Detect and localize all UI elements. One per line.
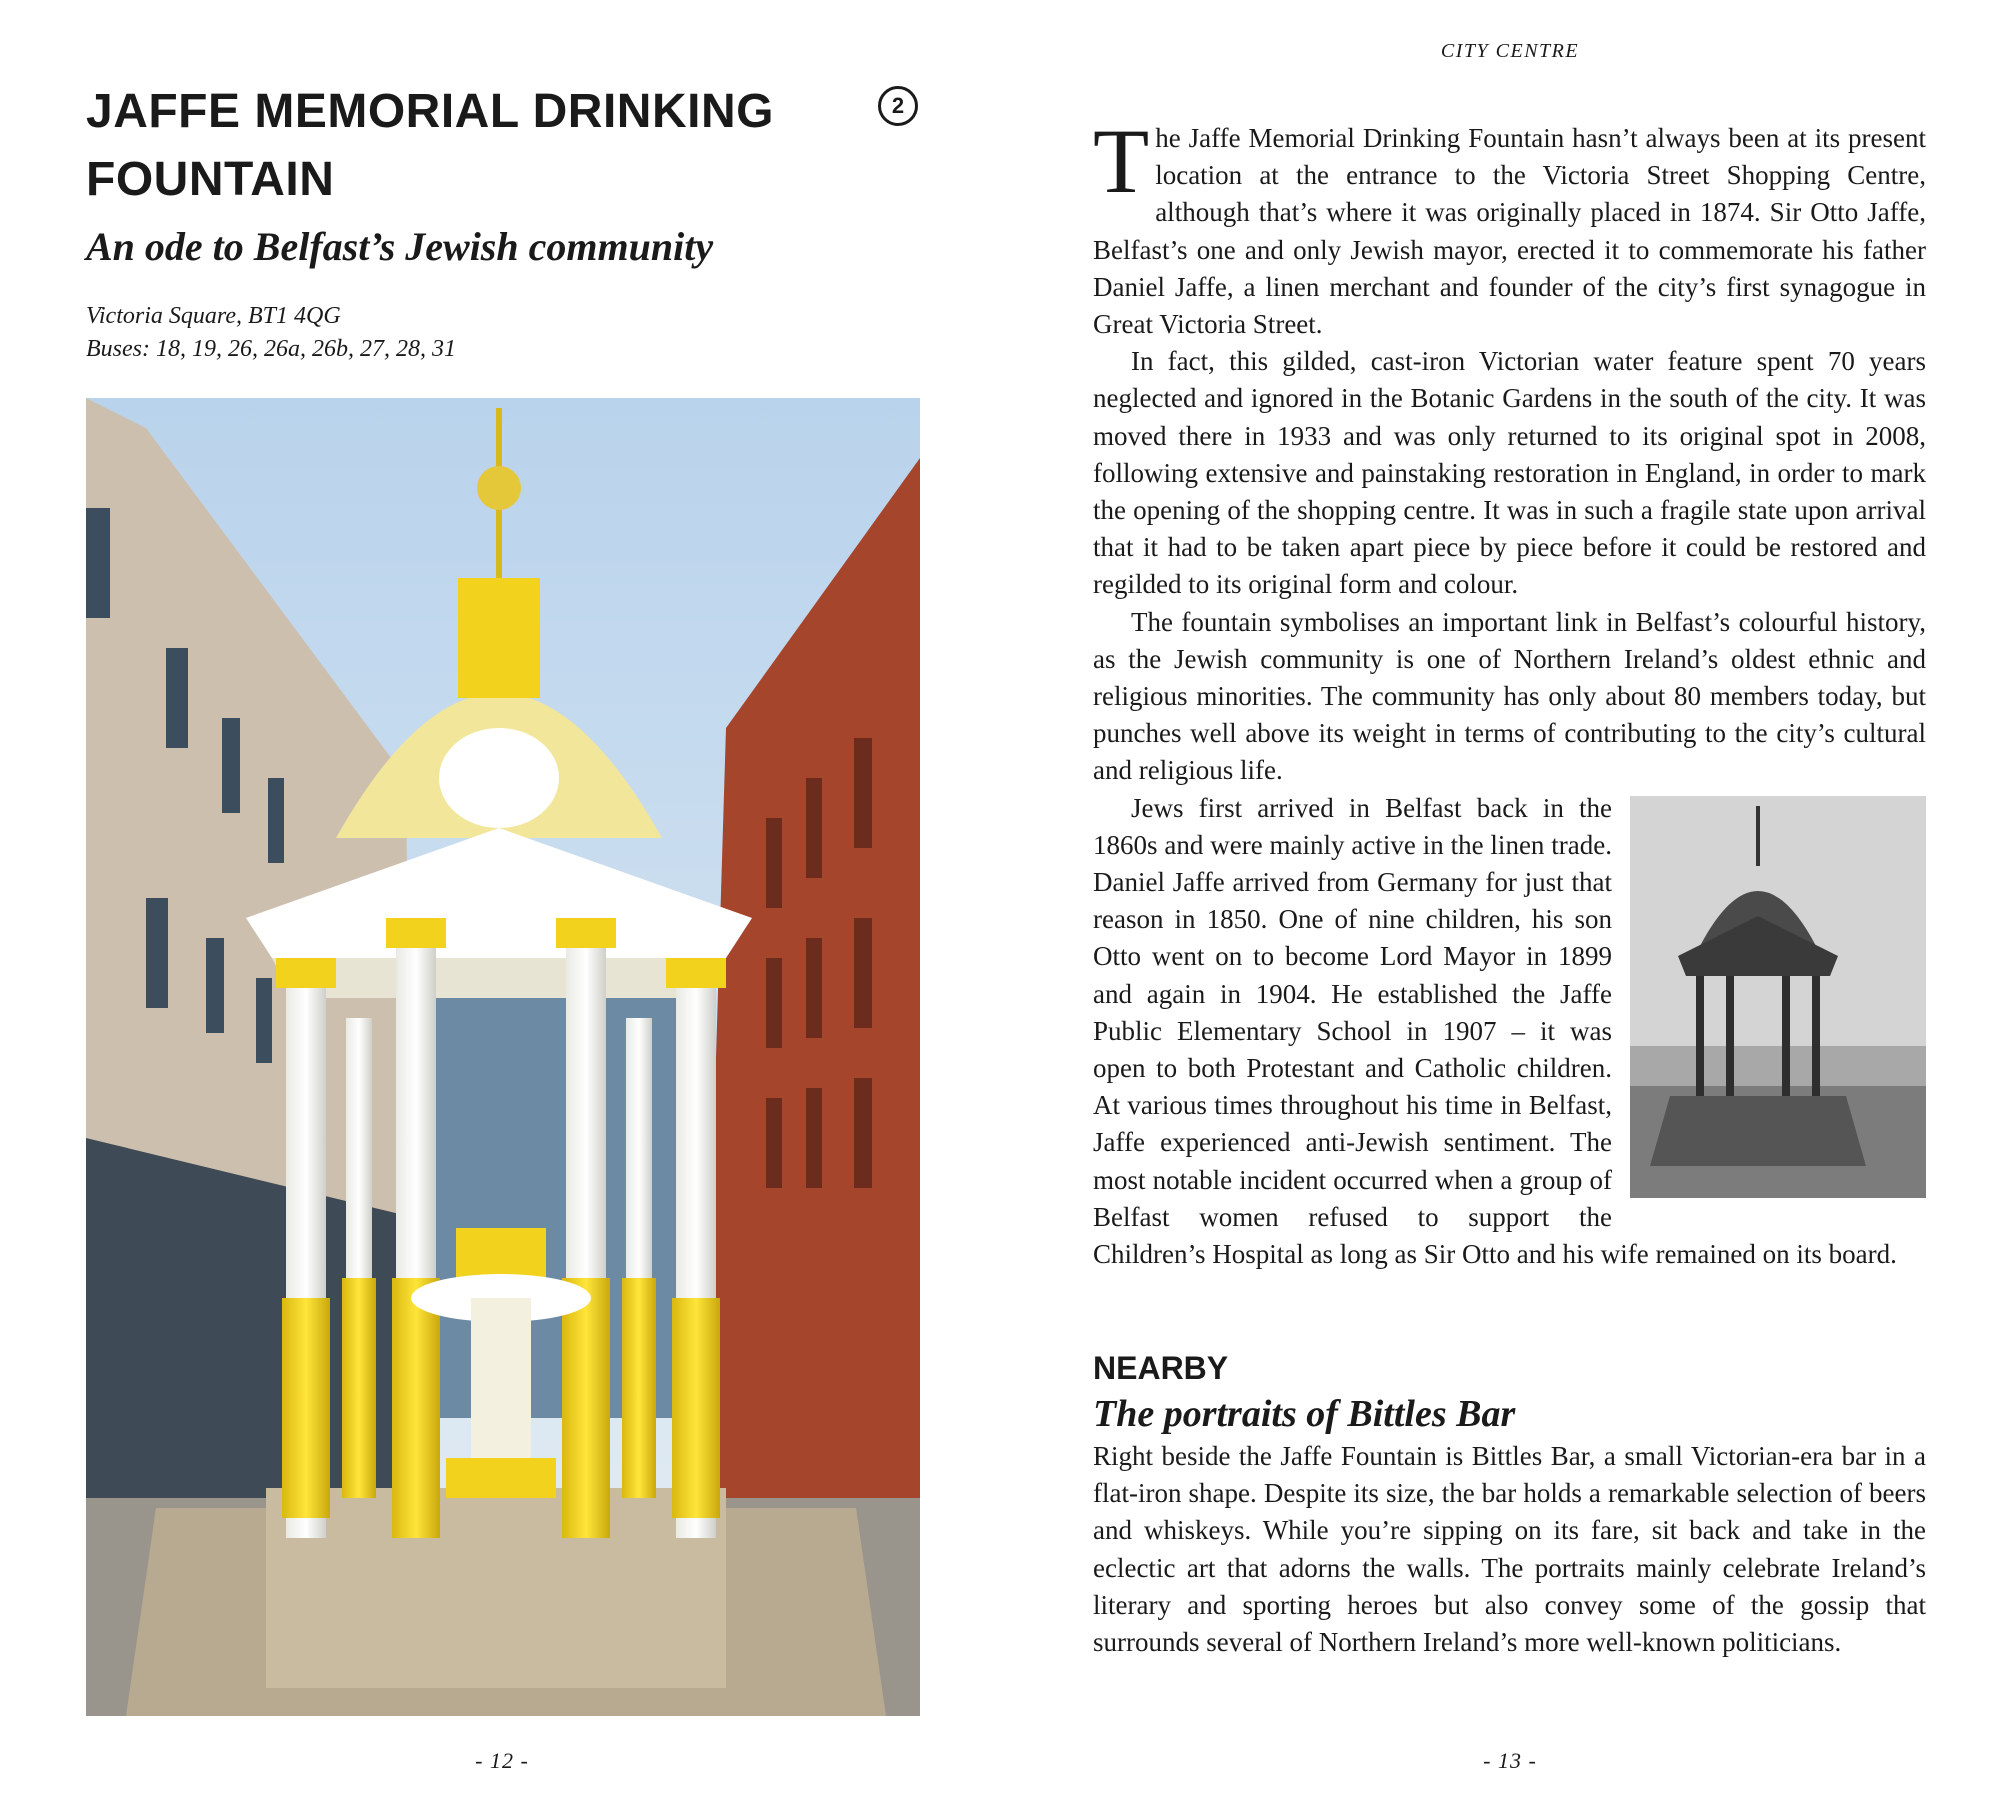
historic-fountain-photo [1630, 796, 1926, 1198]
running-head: CITY CENTRE [1440, 40, 1580, 62]
drop-cap: T [1093, 110, 1150, 212]
site-number-badge: 2 [878, 86, 918, 126]
right-page [1000, 0, 2000, 1810]
article-body [1093, 110, 1926, 1273]
paragraph-1-text: he Jaffe Memorial Drinking Fountain hasn’t always been at its present location at the entrance to the Victoria Street Shopping Centre, although that’s where it was originally placed in 1874. Sir Otto Jaffe, Belfast’s one and only Jewish mayor, erected it to commemorate his father Daniel Jaffe, a linen merchant and founder of the city’s first synagogue in Great Victoria Street. [1093, 123, 1926, 340]
nearby-section [1093, 1348, 1926, 1661]
address-line: Victoria Square, BT1 4QG [86, 303, 341, 329]
nearby-subtitle: The portraits of Bittles Bar [1093, 1393, 1516, 1435]
entry-subtitle: An ode to Belfast’s Jewish community [86, 224, 714, 269]
page-number-left: - 12 - [475, 1748, 529, 1773]
fountain-photo [86, 398, 920, 1716]
paragraph-4-text: Jews first arrived in Belfast back in the 1860s and were mainly active in the linen trade. Daniel Jaffe arrived from Germany for just that reason in 1850. One of nine children, his son Otto went on to become Lord Mayor in 1899 and again in 1904. He established the Jaffe Public Elementary School in 1907 – it was open to both Protestant and Catholic children. At various times throughout his time in Belfast, Jaffe experienced anti-Jewish sentiment. The most notable incident occurred when a group of Belfast women refused to support the Children’s Hospital as long as Sir Otto and his wife remained on its board. [1093, 792, 1897, 1270]
page-number-right: - 13 - [1483, 1748, 1537, 1773]
paragraph-4 [1093, 790, 1926, 1274]
nearby-text: Right beside the Jaffe Fountain is Bittles Bar, a small Victorian-era bar in a flat-iron shape. Despite its size, the bar holds a remarkable selection of beers and whiskeys. While you’re sipping on its fare, sit back and take in the eclectic art that adorns the walls. The portraits mainly celebrate Ireland’s literary and sporting heroes but also convey some of the gossip that surrounds several of Northern Ireland’s more well-known politicians. [1093, 1441, 1926, 1658]
paragraph-3: The fountain symbolises an important link in Belfast’s colourful history, as the Jewish community is one of Northern Ireland’s oldest ethnic and religious minorities. The community has only about 80 members today, but punches well above its weight in terms of contributing to the city’s cultural and religious life. [1093, 606, 1926, 786]
paragraph-2: In fact, this gilded, cast-iron Victorian water feature spent 70 years neglected and ignored in the Botanic Gardens in the south of the city. It was moved there in 1933 and was only returned to its original spot in 2008, following extensive and painstaking restoration in England, in order to mark the opening of the shopping centre. It was in such a fragile state upon arrival that it had to be taken apart piece by piece before it could be restored and regilded to its original form and colour. [1093, 346, 1926, 600]
entry-title: JAFFE MEMORIAL DRINKING FOUNTAIN [86, 85, 774, 206]
historic-fountain-illustration [1630, 796, 1926, 1198]
paragraph-1 [1093, 110, 1926, 343]
address-block [86, 300, 456, 366]
buses-line: Buses: 18, 19, 26, 26a, 26b, 27, 28, 31 [86, 336, 456, 362]
fountain-photo-illustration [86, 398, 920, 1716]
nearby-heading: NEARBY [1093, 1350, 1229, 1386]
